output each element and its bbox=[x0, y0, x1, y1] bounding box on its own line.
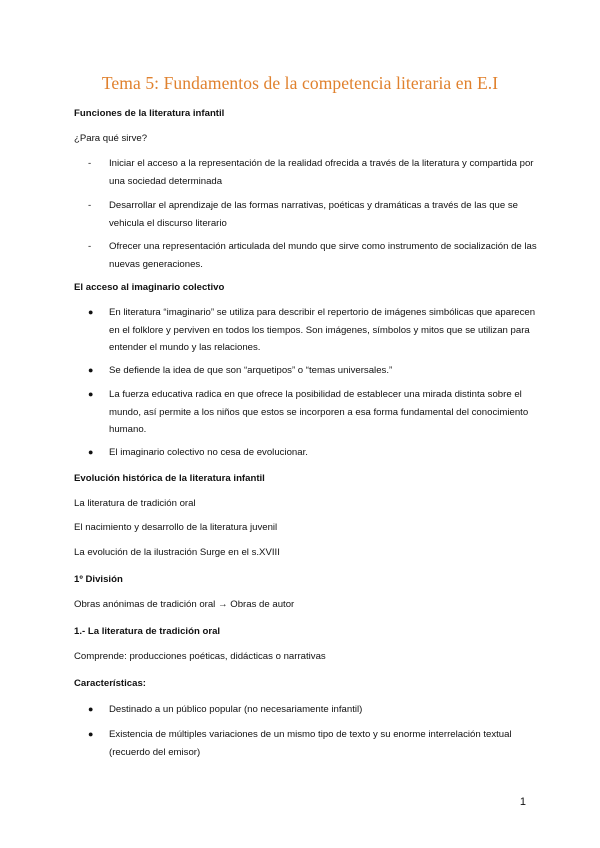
page-number: 1 bbox=[519, 796, 526, 808]
heading-tradicion-oral: 1.- La literatura de tradición oral bbox=[74, 626, 221, 637]
document-title: Tema 5: Fundamentos de la competencia literaria en E.I bbox=[101, 73, 499, 93]
bullet-marker: ● bbox=[88, 389, 94, 399]
bullet-marker: ● bbox=[88, 365, 94, 375]
text-line: La literatura de tradición oral bbox=[74, 498, 196, 509]
dash-marker: - bbox=[88, 158, 92, 169]
list-item-text: Iniciar el acceso a la representación de la realidad ofrecida a través de la literatura y compartida por una sociedad determinada bbox=[109, 158, 534, 187]
list-item-text: Desarrollar el aprendizaje de las formas narrativas, poéticas y dramáticas a través de las que se vehicula el discurso literario bbox=[109, 200, 518, 229]
bullet-marker: ● bbox=[88, 447, 94, 457]
heading-imaginario: El acceso al imaginario colectivo bbox=[74, 282, 225, 293]
bullet-marker: ● bbox=[88, 307, 94, 317]
bullet-marker: ● bbox=[88, 704, 94, 714]
heading-para-que-sirve: ¿Para qué sirve? bbox=[74, 133, 148, 144]
dash-marker: - bbox=[88, 241, 92, 252]
heading-evolucion: Evolución histórica de la literatura infantil bbox=[74, 473, 265, 484]
heading-caracteristicas: Características: bbox=[74, 678, 146, 689]
text-line: El nacimiento y desarrollo de la literatura juvenil bbox=[74, 522, 278, 533]
list-item-text: En literatura “imaginario” se utiliza para describir el repertorio de imágenes simbólicas que aparecen en el folklore y perviven en todos los tiempos. Son imágenes, símbolos y mitos que se utilizan para entender el mundo y las relaciones. bbox=[109, 307, 536, 353]
heading-division: 1º División bbox=[74, 574, 123, 585]
text-line: La evolución de la ilustración Surge en el s.XVIII bbox=[74, 547, 280, 558]
oral-text: Comprende: producciones poéticas, didácticas o narrativas bbox=[74, 651, 326, 662]
list-item-text: El imaginario colectivo no cesa de evolucionar. bbox=[109, 447, 308, 458]
list-item-text: Se defiende la idea de que son “arquetipos” o “temas universales.” bbox=[109, 365, 393, 376]
heading-funciones: Funciones de la literatura infantil bbox=[74, 108, 225, 119]
bullet-marker: ● bbox=[88, 729, 94, 739]
list-item-text: Destinado a un público popular (no necesariamente infantil) bbox=[109, 704, 363, 715]
dash-marker: - bbox=[88, 200, 92, 211]
list-item-text: Existencia de múltiples variaciones de un mismo tipo de texto y su enorme interrelación textual (recuerdo del emisor) bbox=[109, 729, 512, 758]
list-item-text: Ofrecer una representación articulada del mundo que sirve como instrumento de socialización de las nuevas generaciones. bbox=[109, 241, 537, 270]
list-item-text: La fuerza educativa radica en que ofrece la posibilidad de establecer una mirada distinta sobre el mundo, así permite a los niños que estos se incorporen a esa forma fundamental del conocimiento humano. bbox=[109, 389, 529, 435]
division-text: Obras anónimas de tradición oral → Obras de autor bbox=[74, 599, 295, 610]
